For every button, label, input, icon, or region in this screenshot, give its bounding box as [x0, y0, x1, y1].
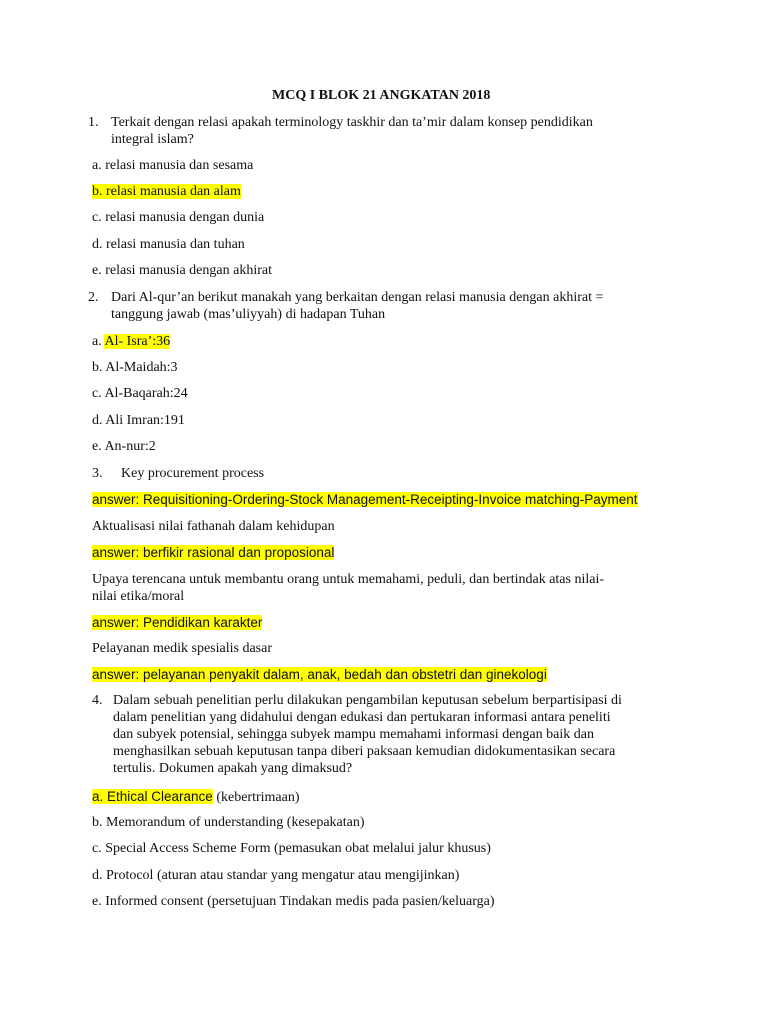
q4-text-line4: menghasilkan sebuah keputusan tanpa diberi paksaan kemudian didokumentasikan secara	[113, 744, 616, 759]
q2-option-a-answer	[92, 334, 170, 350]
document-title: MCQ I BLOK 21 ANGKATAN 2018	[272, 88, 491, 103]
option-prefix: a.	[92, 334, 102, 349]
q4-text-line1: Dalam sebuah penelitian perlu dilakukan pengambilan keputusan sebelum berpartisipasi di	[113, 693, 622, 708]
q4-option-d: d. Protocol (aturan atau standar yang mengatur atau mengijinkan)	[92, 868, 460, 883]
highlight: b. relasi manusia dan alam	[92, 184, 241, 199]
extra3-answer	[92, 667, 547, 683]
q1-option-b-answer	[92, 184, 241, 200]
highlight: answer: pelayanan penyakit dalam, anak, bedah dan obstetri dan ginekologi	[92, 667, 547, 682]
q1-text-line2: integral islam?	[111, 132, 194, 147]
q2-option-c: c. Al-Baqarah:24	[92, 386, 188, 401]
extra2-answer	[92, 615, 262, 631]
q1-option-e: e. relasi manusia dengan akhirat	[92, 263, 272, 278]
q1-option-c: c. relasi manusia dengan dunia	[92, 210, 265, 225]
extra1-answer	[92, 545, 334, 561]
q1-option-d: d. relasi manusia dan tuhan	[92, 237, 245, 252]
q2-option-d: d. Ali Imran:191	[92, 413, 185, 428]
q2-option-e: e. An-nur:2	[92, 439, 156, 454]
extra3-question: Pelayanan medik spesialis dasar	[92, 641, 273, 656]
q4-option-b: b. Memorandum of understanding (kesepakatan)	[92, 815, 365, 830]
q4-text-line5: tertulis. Dokumen apakah yang dimaksud?	[113, 761, 353, 776]
option-a-note: (kebertrimaan)	[212, 790, 300, 805]
q4-option-c: c. Special Access Scheme Form (pemasukan obat melalui jalur khusus)	[92, 841, 491, 856]
q2-number: 2.	[88, 290, 99, 305]
highlight: answer: Requisitioning-Ordering-Stock Management-Receipting-Invoice matching-Payment	[92, 492, 638, 507]
highlight: a. Ethical Clearance	[92, 789, 213, 804]
q4-option-e: e. Informed consent (persetujuan Tindakan medis pada pasien/keluarga)	[92, 894, 495, 909]
q4-number: 4.	[92, 693, 103, 708]
q3-text: Key procurement process	[121, 466, 265, 481]
q3-number: 3.	[92, 466, 103, 481]
q4-option-a-answer	[92, 789, 300, 806]
highlight: answer: Pendidikan karakter	[92, 615, 263, 630]
extra2-question-line2: nilai etika/moral	[92, 589, 185, 604]
highlight: Al- Isra’:36	[104, 334, 171, 349]
q2-option-b: b. Al-Maidah:3	[92, 360, 178, 375]
extra1-question: Aktualisasi nilai fathanah dalam kehidupan	[92, 519, 335, 534]
q4-text-line2: dalam penelitian yang didahului dengan edukasi dan pertukaran informasi antara peneliti	[113, 710, 611, 725]
highlight: answer: berfikir rasional dan proposional	[92, 545, 335, 560]
q3-answer	[92, 492, 638, 508]
q1-number: 1.	[88, 115, 99, 130]
q1-text-line1: Terkait dengan relasi apakah terminology taskhir dan ta’mir dalam konsep pendidikan	[111, 115, 593, 130]
q2-text-line2: tanggung jawab (mas’uliyyah) di hadapan Tuhan	[111, 307, 386, 322]
q2-text-line1: Dari Al-qur’an berikut manakah yang berkaitan dengan relasi manusia dengan akhirat =	[111, 290, 604, 305]
q4-text-line3: dan subyek potensial, sehingga subyek mampu memahami informasi dengan baik dan	[113, 727, 594, 742]
extra2-question-line1: Upaya terencana untuk membantu orang untuk memahami, peduli, dan bertindak atas nilai-	[92, 572, 604, 587]
q1-option-a: a. relasi manusia dan sesama	[92, 158, 254, 173]
